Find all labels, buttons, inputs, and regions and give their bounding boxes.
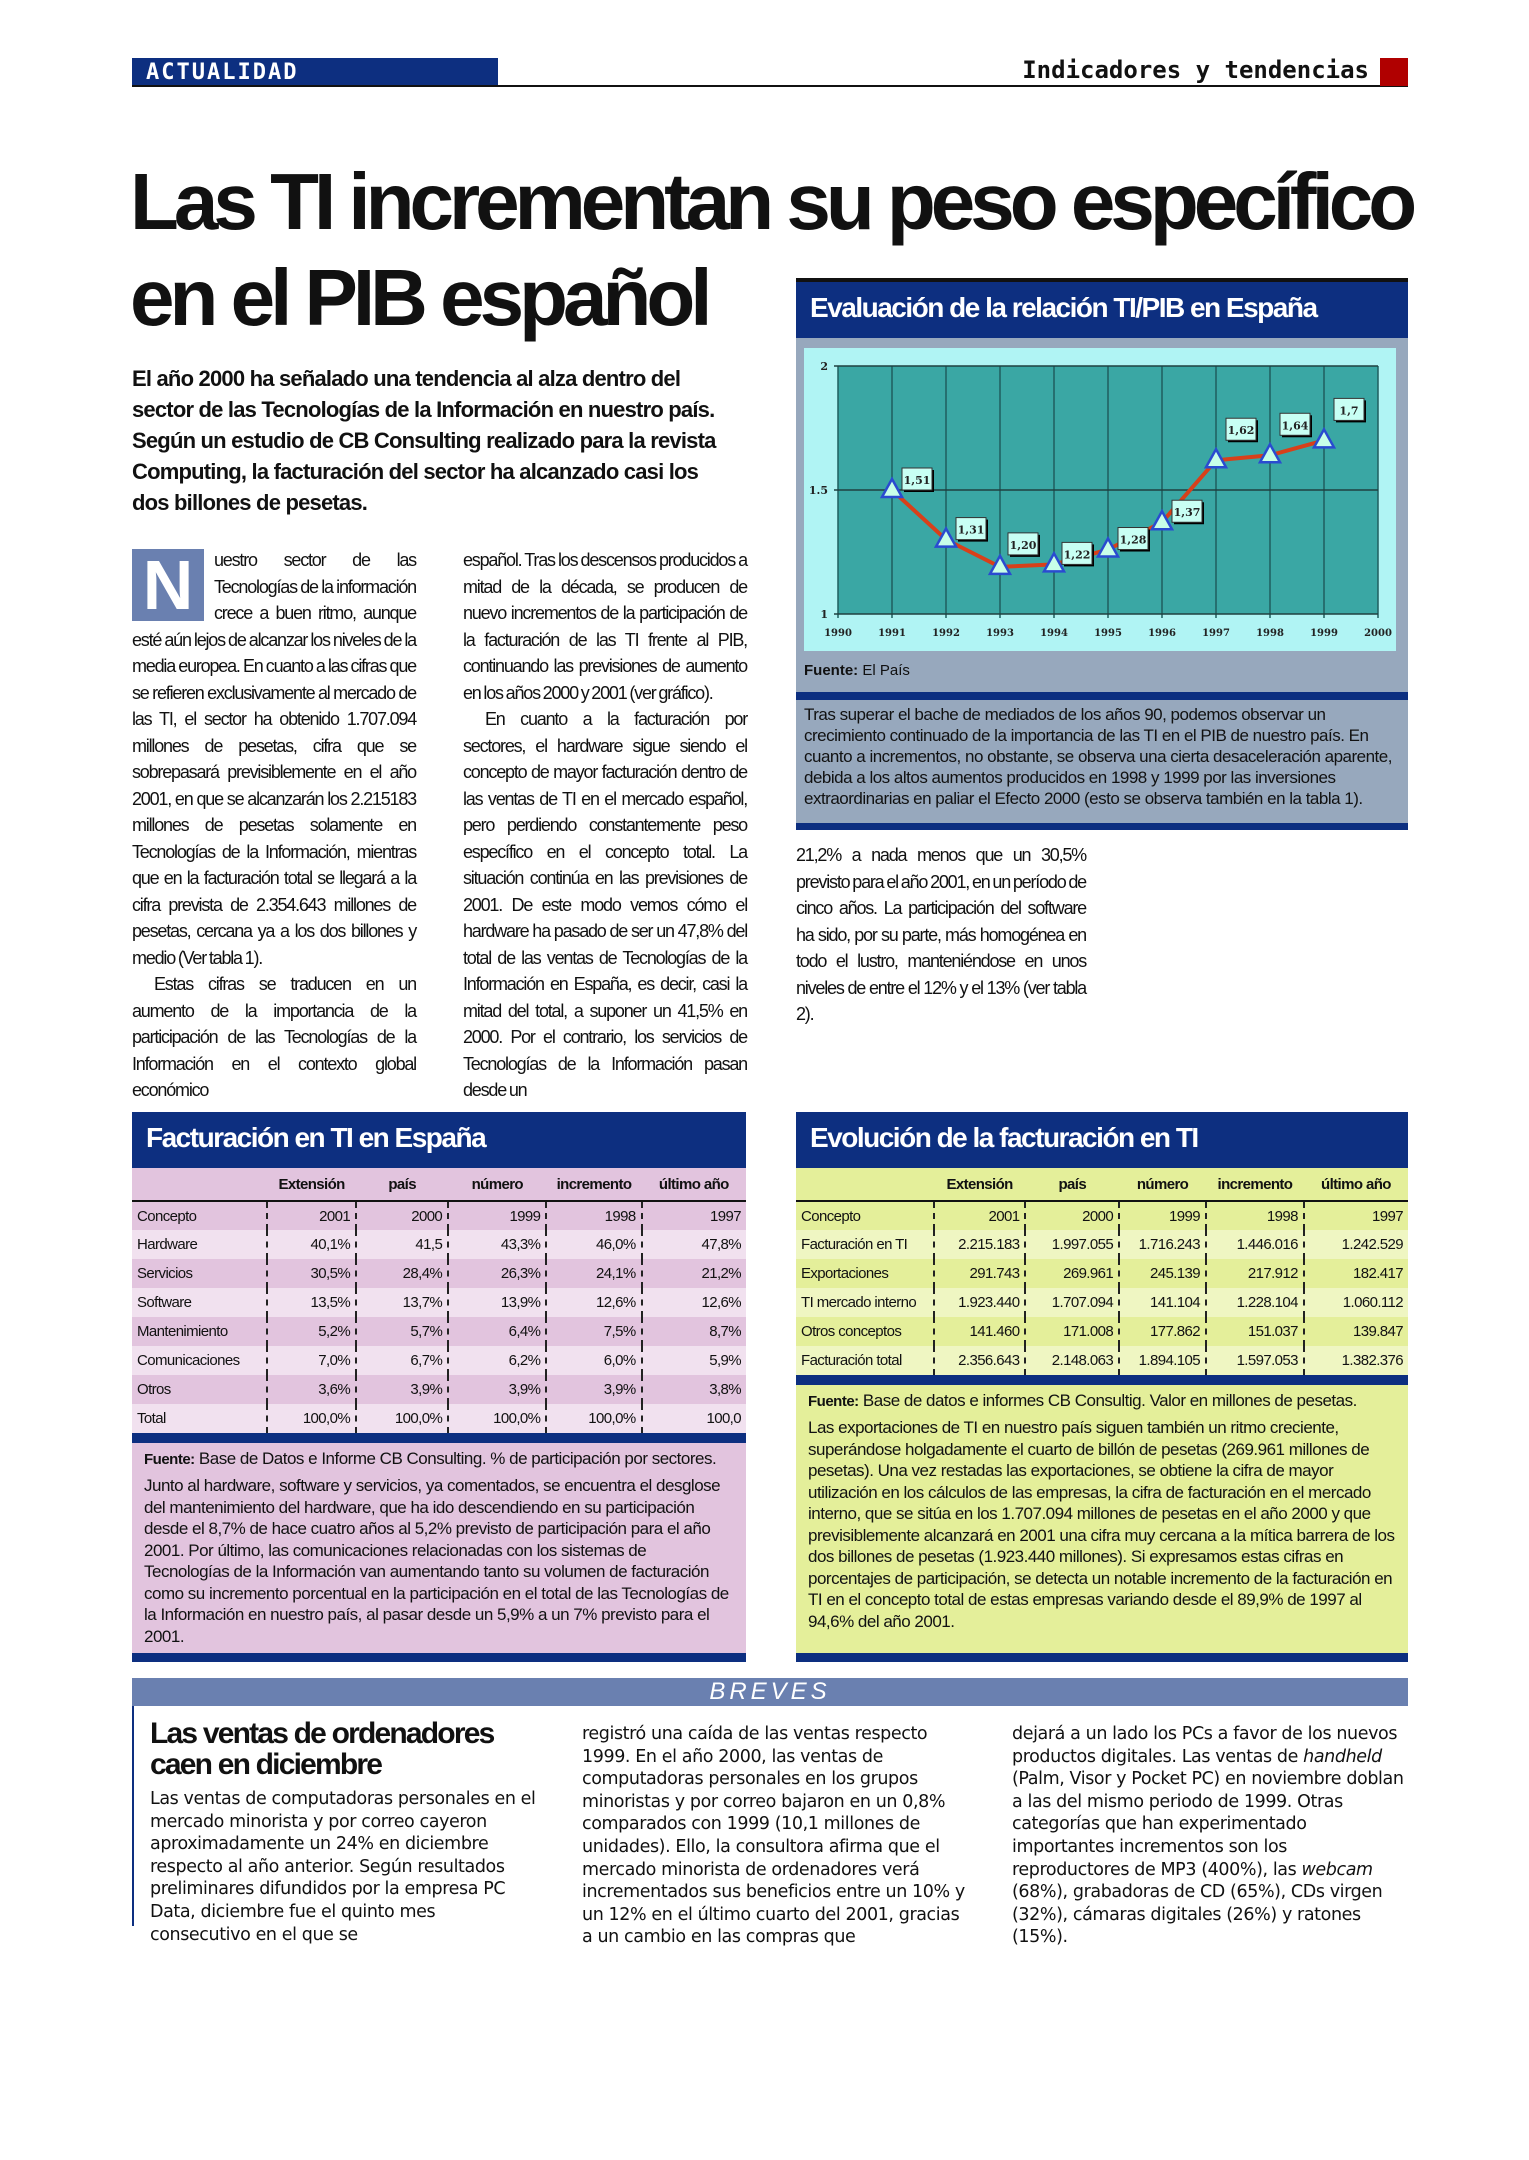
table-cell: 2001 [267, 1201, 356, 1230]
table-row [132, 1346, 746, 1375]
data-label: 1,31 [957, 523, 985, 537]
table-cell: 6,7% [356, 1346, 448, 1375]
breves-column-1: Las ventas de computadoras personales en el mercado minorista y por correo cayeron aproximadamente un 24% en diciembre respecto al año anterior. Según resultados preliminares difundidos por la empresa PC Data, diciembre fue el quinto mes consecutivo en el que se [150, 1789, 536, 1945]
divider-bar [132, 1653, 746, 1662]
row-label: Total [132, 1404, 267, 1433]
table-cell: 1.060.112 [1304, 1288, 1408, 1317]
table-header-row [796, 1168, 1408, 1201]
row-label: Hardware [132, 1230, 267, 1259]
table-cell: 8,7% [642, 1317, 746, 1346]
column-header: último año [642, 1168, 746, 1201]
table-cell: 141.460 [934, 1317, 1026, 1346]
row-label: Facturación en TI [796, 1230, 934, 1259]
column-header: Extensión [267, 1168, 356, 1201]
table-description: Junto al hardware, software y servicios, ya comentados, se encuentra el desglose del mantenimiento del hardware, que ha ido descendiendo en su participación desde el 8,7% de hace cuatro años al 5,2% previsto de participación para el año 2001. Por último, las comunicaciones relacionadas con los sistemas de Tecnologías de la Información van aumentando tanto su volumen de facturación como su incremento porcentual en la participación en el total de las Tecnologías de la Información en nuestro país, al pasar desde un 5,9% a un 7% previsto para el 2001. [144, 1476, 729, 1646]
chart-title: Evaluación de la relación TI/PIB en España [796, 282, 1408, 338]
table-cell: 30,5% [267, 1259, 356, 1288]
table-row [132, 1317, 746, 1346]
body-paragraph: uestro sector de las Tecnologías de la información crece a buen ritmo, aunque esté aún lejos de alcanzar los niveles de la media europea. En cuanto a las cifras que se refieren exclusivamente al mercado de las TI, el sector ha obtenido 1.707.094 millones de pesetas, cifra que se sobrepasará previsiblemente en el año 2001, en que se alcanzarán los 2.215183 millones de pesetas solamente en Tecnologías de la Información, mientras que en la facturación total se llegará a la cifra prevista de 2.354.643 millones de pesetas, cercana ya a los dos billones y medio (Ver tabla 1). [132, 550, 416, 968]
column-header [796, 1168, 934, 1201]
row-label: Concepto [137, 1207, 197, 1225]
x-tick-label: 1994 [1040, 628, 1068, 639]
drop-cap: N [132, 549, 204, 621]
x-tick-label: 1992 [932, 628, 960, 639]
table-cell: 47,8% [642, 1230, 746, 1259]
body-paragraph: 21,2% a nada menos que un 30,5% previsto para el año 2001, en un período de cinco años. La participación del software ha sido, por su parte, más homogénea en todo el lustro, manteniéndose en unos niveles de entre el 12% y el 13% (ver tabla 2). [796, 845, 1086, 1024]
table-cell: 177.862 [1119, 1317, 1206, 1346]
evolucion-table [796, 1168, 1408, 1375]
table-row [796, 1288, 1408, 1317]
source-label: Fuente: [808, 1393, 859, 1410]
table-cell: 41,5 [356, 1230, 448, 1259]
text: dejará a un lado los PCs a favor de los nuevos productos digitales. Las ventas de [1012, 1724, 1398, 1767]
table-cell: 43,3% [448, 1230, 546, 1259]
body-paragraph: español. Tras los descensos producidos a mitad de la década, se producen de nuevo incrementos de la participación de la facturación de las TI frente al PIB, continuando las previsiones de aumento en los años 2000 y 2001 (ver gráfico). [463, 550, 747, 703]
chart-description: Tras superar el bache de mediados de los años 90, podemos observar un crecimiento continuado de la importancia de las TI en el PIB de nuestro país. En cuanto a incrementos, no obstante, se observa una cierta desaceleración aparente, debida a los altos aumentos producidos en 1998 y 1999 por las inversiones extraordinarias en paliar el Efecto 2000 (esto se observa también en la tabla 1). [804, 705, 1392, 808]
table-cell: 6,4% [448, 1317, 546, 1346]
row-label: TI mercado interno [796, 1288, 934, 1317]
body-paragraph: Estas cifras se traducen en un aumento de la importancia de la participación de las Tecnologías de la Información en el contexto global económico [132, 974, 416, 1100]
table-cell: 1.923.440 [934, 1288, 1026, 1317]
breves-rule [132, 1706, 134, 1926]
row-label: Concepto [801, 1207, 861, 1225]
y-tick-label: 1.5 [808, 484, 828, 497]
header-rule [132, 85, 1408, 87]
body-column-1 [132, 547, 416, 1104]
source-text: Base de Datos e Informe CB Consulting. % de participación por sectores. [198, 1449, 717, 1468]
table-title: Facturación en TI en España [132, 1112, 746, 1168]
data-label: 1,37 [1173, 506, 1201, 520]
column-header: país [356, 1168, 448, 1201]
table-row [796, 1230, 1408, 1259]
table-cell: 3,9% [356, 1375, 448, 1404]
breves-column-2: registró una caída de las ventas respecto 1999. En el año 2000, las ventas de computadoras personales en los grupos minoristas y por correo bajaron en un 0,8% comparados con 1999 (10,1 millones de unidades). Ello, la consultora afirma que el mercado minorista de ordenadores verá incrementados sus beneficios entre un 10% y un 12% en el último cuarto del 2001, gracias a un cambio en las compras que [582, 1724, 965, 1948]
table-cell: 13,9% [448, 1288, 546, 1317]
category-marker [1380, 58, 1408, 86]
chart-area [804, 348, 1396, 651]
table-cell: 6,2% [448, 1346, 546, 1375]
table-cell: 1.716.243 [1119, 1230, 1206, 1259]
data-label: 1,22 [1063, 548, 1091, 562]
table-row [132, 1375, 746, 1404]
table-cell: 182.417 [1304, 1259, 1408, 1288]
table-row [132, 1288, 746, 1317]
breves-column-3 [1012, 1723, 1408, 1949]
row-label: Software [132, 1288, 267, 1317]
breves-section-header: BREVES [132, 1678, 1408, 1706]
table-cell: 21,2% [642, 1259, 746, 1288]
breves-headline: Las ventas de ordenadores caen en diciembre [150, 1717, 494, 1781]
table-description: Las exportaciones de TI en nuestro país siguen también un ritmo creciente, superándose holgadamente el cuarto de billón de pesetas (269.961 millones de pesetas). Una vez restadas las exportaciones, se obtiene la cifra de mayor utilización en los cálculos de las empresas, la cifra de facturación en el mercado interno, que se sitúa en los 1.707.094 millones de pesetas en el año 2000 y que previsiblemente alcanzará en 2001 una cifra muy cercana a la mítica barrera de los dos billones de pesetas (1.923.440 millones). Si expresamos estas cifras en porcentajes de participación, se detecta un notable incremento de la facturación en TI en el concepto total de estas empresas variando desde el 89,9% de 1997 al 94,6% del año 2001. [808, 1418, 1395, 1631]
table-cell: 6,0% [546, 1346, 641, 1375]
table-cell: 12,6% [642, 1288, 746, 1317]
body-column-2 [463, 547, 747, 1104]
data-label: 1,51 [903, 474, 931, 487]
column-header: Extensión [934, 1168, 1026, 1201]
table-cell: 1.597.053 [1206, 1346, 1304, 1375]
table-row [132, 1404, 746, 1433]
table-row [796, 1201, 1408, 1230]
table-facturacion-box [132, 1112, 746, 1662]
italic-term: webcam [1301, 1859, 1373, 1880]
table-cell: 139.847 [1304, 1317, 1408, 1346]
table-cell: 291.743 [934, 1259, 1026, 1288]
x-tick-label: 1993 [986, 628, 1014, 639]
source-label: Fuente: [804, 662, 859, 679]
headline-line-1: Las TI incrementan su peso específico [130, 157, 1413, 246]
chart-source [804, 662, 910, 679]
table-row [132, 1201, 746, 1230]
x-tick-label: 1996 [1148, 628, 1176, 639]
table-cell: 1.446.016 [1206, 1230, 1304, 1259]
column-header: incremento [546, 1168, 641, 1201]
table-title: Evolución de la facturación en TI [796, 1112, 1408, 1168]
table-evolucion-box [796, 1112, 1408, 1662]
italic-term: handheld [1303, 1746, 1382, 1767]
column-header: último año [1304, 1168, 1408, 1201]
data-label: 1,62 [1227, 424, 1255, 438]
table-cell: 1.894.105 [1119, 1346, 1206, 1375]
table-cell: 100,0% [448, 1404, 546, 1433]
table-cell: 217.912 [1206, 1259, 1304, 1288]
row-label: Otros [137, 1381, 171, 1398]
table-cell: 2.148.063 [1025, 1346, 1119, 1375]
table-cell: 100,0% [546, 1404, 641, 1433]
row-label: Exportaciones [801, 1265, 889, 1282]
data-label: 1,20 [1009, 538, 1037, 552]
table-cell: 7,5% [546, 1317, 641, 1346]
table-cell: 2.215.183 [934, 1230, 1026, 1259]
text: (68%), grabadoras de CD (65%), CDs virgen (32%), cámaras digitales (26%) y ratones (15%). [1012, 1882, 1383, 1948]
table-cell: 2001 [934, 1201, 1026, 1230]
table-cell: 24,1% [546, 1259, 641, 1288]
table-cell: 3,9% [448, 1375, 546, 1404]
column-header [132, 1168, 267, 1201]
table-row [132, 1230, 746, 1259]
table-cell: 3,6% [267, 1375, 356, 1404]
table-cell: 1.707.094 [1025, 1288, 1119, 1317]
table-row [796, 1346, 1408, 1375]
chart-box [796, 278, 1408, 830]
table-source [132, 1443, 746, 1475]
table-cell: 1998 [1206, 1201, 1304, 1230]
table-cell: 5,7% [356, 1317, 448, 1346]
facturacion-table [132, 1168, 746, 1433]
x-tick-label: 1995 [1094, 628, 1122, 639]
table-cell: 100,0% [356, 1404, 448, 1433]
table-cell: 5,9% [642, 1346, 746, 1375]
table-cell: 1.997.055 [1025, 1230, 1119, 1259]
table-cell: 100,0% [267, 1404, 356, 1433]
divider-bar [796, 1653, 1408, 1662]
table-cell: 28,4% [356, 1259, 448, 1288]
table-cell: 1997 [1304, 1201, 1408, 1230]
table-cell: 26,3% [448, 1259, 546, 1288]
table-cell: 100,0 [642, 1404, 746, 1433]
lead-paragraph: El año 2000 ha señalado una tendencia al alza dentro del sector de las Tecnologías de la Información en nuestro país. Según un estudio de CB Consulting realizado para la revista Computing, la facturación del sector ha alcanzado casi los dos billones de pesetas. [132, 366, 716, 515]
y-tick-label: 2 [820, 360, 828, 373]
row-label: Otros conceptos [801, 1323, 902, 1340]
headline-line-2: en el PIB español [130, 253, 708, 342]
table-cell: 46,0% [546, 1230, 641, 1259]
table-cell: 13,7% [356, 1288, 448, 1317]
table-cell: 1997 [642, 1201, 746, 1230]
x-tick-label: 1998 [1256, 628, 1284, 639]
table-cell: 2000 [356, 1201, 448, 1230]
table-cell: 1.382.376 [1304, 1346, 1408, 1375]
source-label: Fuente: [144, 1451, 195, 1468]
row-label: Facturación total [796, 1346, 934, 1375]
table-cell: 245.139 [1119, 1259, 1206, 1288]
category-label: Indicadores y tendencias [1022, 56, 1369, 84]
row-label: Mantenimiento [137, 1323, 228, 1340]
divider-bar [132, 1433, 746, 1443]
table-cell: 151.037 [1206, 1317, 1304, 1346]
table-row [132, 1259, 746, 1288]
x-tick-label: 1991 [878, 628, 906, 639]
table-cell: 7,0% [267, 1346, 356, 1375]
table-cell: 2.356.643 [934, 1346, 1026, 1375]
table-source [796, 1385, 1408, 1417]
table-cell: 1998 [546, 1201, 641, 1230]
table-cell: 141.104 [1119, 1288, 1206, 1317]
source-text: El País [862, 662, 910, 679]
table-row [796, 1317, 1408, 1346]
table-header-row [132, 1168, 746, 1201]
source-text: Base de datos e informes CB Consultig. Valor en millones de pesetas. [862, 1391, 1357, 1410]
data-label: 1,7 [1339, 404, 1359, 418]
table-cell: 1.228.104 [1206, 1288, 1304, 1317]
table-cell: 13,5% [267, 1288, 356, 1317]
column-header: número [1119, 1168, 1206, 1201]
table-cell: 12,6% [546, 1288, 641, 1317]
divider-bar [796, 823, 1408, 830]
data-label: 1,28 [1119, 533, 1147, 547]
table-cell: 1999 [1119, 1201, 1206, 1230]
x-tick-label: 1990 [824, 628, 852, 639]
section-label: ACTUALIDAD [132, 58, 498, 86]
table-cell: 1999 [448, 1201, 546, 1230]
data-label: 1,64 [1281, 419, 1309, 433]
divider-bar [796, 1375, 1408, 1385]
table-cell: 1.242.529 [1304, 1230, 1408, 1259]
column-header: incremento [1206, 1168, 1304, 1201]
table-cell: 3,9% [546, 1375, 641, 1404]
body-paragraph: En cuanto a la facturación por sectores, el hardware sigue siendo el concepto de mayor facturación dentro de las ventas de TI en el mercado español, pero perdiendo constantemente peso específico en el concepto total. La situación continúa en las previsiones de 2001. De este modo vemos cómo el hardware ha pasado de ser un 47,8% del total de las ventas de Tecnologías de la Información en España, es decir, casi la mitad del total, a suponer un 41,5% en 2000. Por el contrario, los servicios de Tecnologías de la Información pasan desde un [463, 709, 747, 1100]
text: (Palm, Visor y Pocket PC) en noviembre doblan a las del mismo periodo de 1999. Otras categorías que han experimentado importantes incrementos son los reproductores de MP3 (400%), las [1012, 1769, 1404, 1880]
table-cell: 3,8% [642, 1375, 746, 1404]
body-column-3 [796, 842, 1086, 1028]
row-label: Comunicaciones [132, 1346, 267, 1375]
row-label: Servicios [137, 1265, 193, 1282]
table-cell: 5,2% [267, 1317, 356, 1346]
x-tick-label: 1999 [1310, 628, 1338, 639]
y-tick-label: 1 [820, 608, 828, 621]
table-cell: 2000 [1025, 1201, 1119, 1230]
table-cell: 40,1% [267, 1230, 356, 1259]
x-tick-label: 2000 [1364, 628, 1392, 639]
column-header: país [1025, 1168, 1119, 1201]
line-chart [804, 348, 1396, 651]
table-row [796, 1259, 1408, 1288]
x-tick-label: 1997 [1202, 628, 1230, 639]
column-header: número [448, 1168, 546, 1201]
table-cell: 269.961 [1025, 1259, 1119, 1288]
table-cell: 171.008 [1025, 1317, 1119, 1346]
divider-bar [796, 692, 1408, 700]
